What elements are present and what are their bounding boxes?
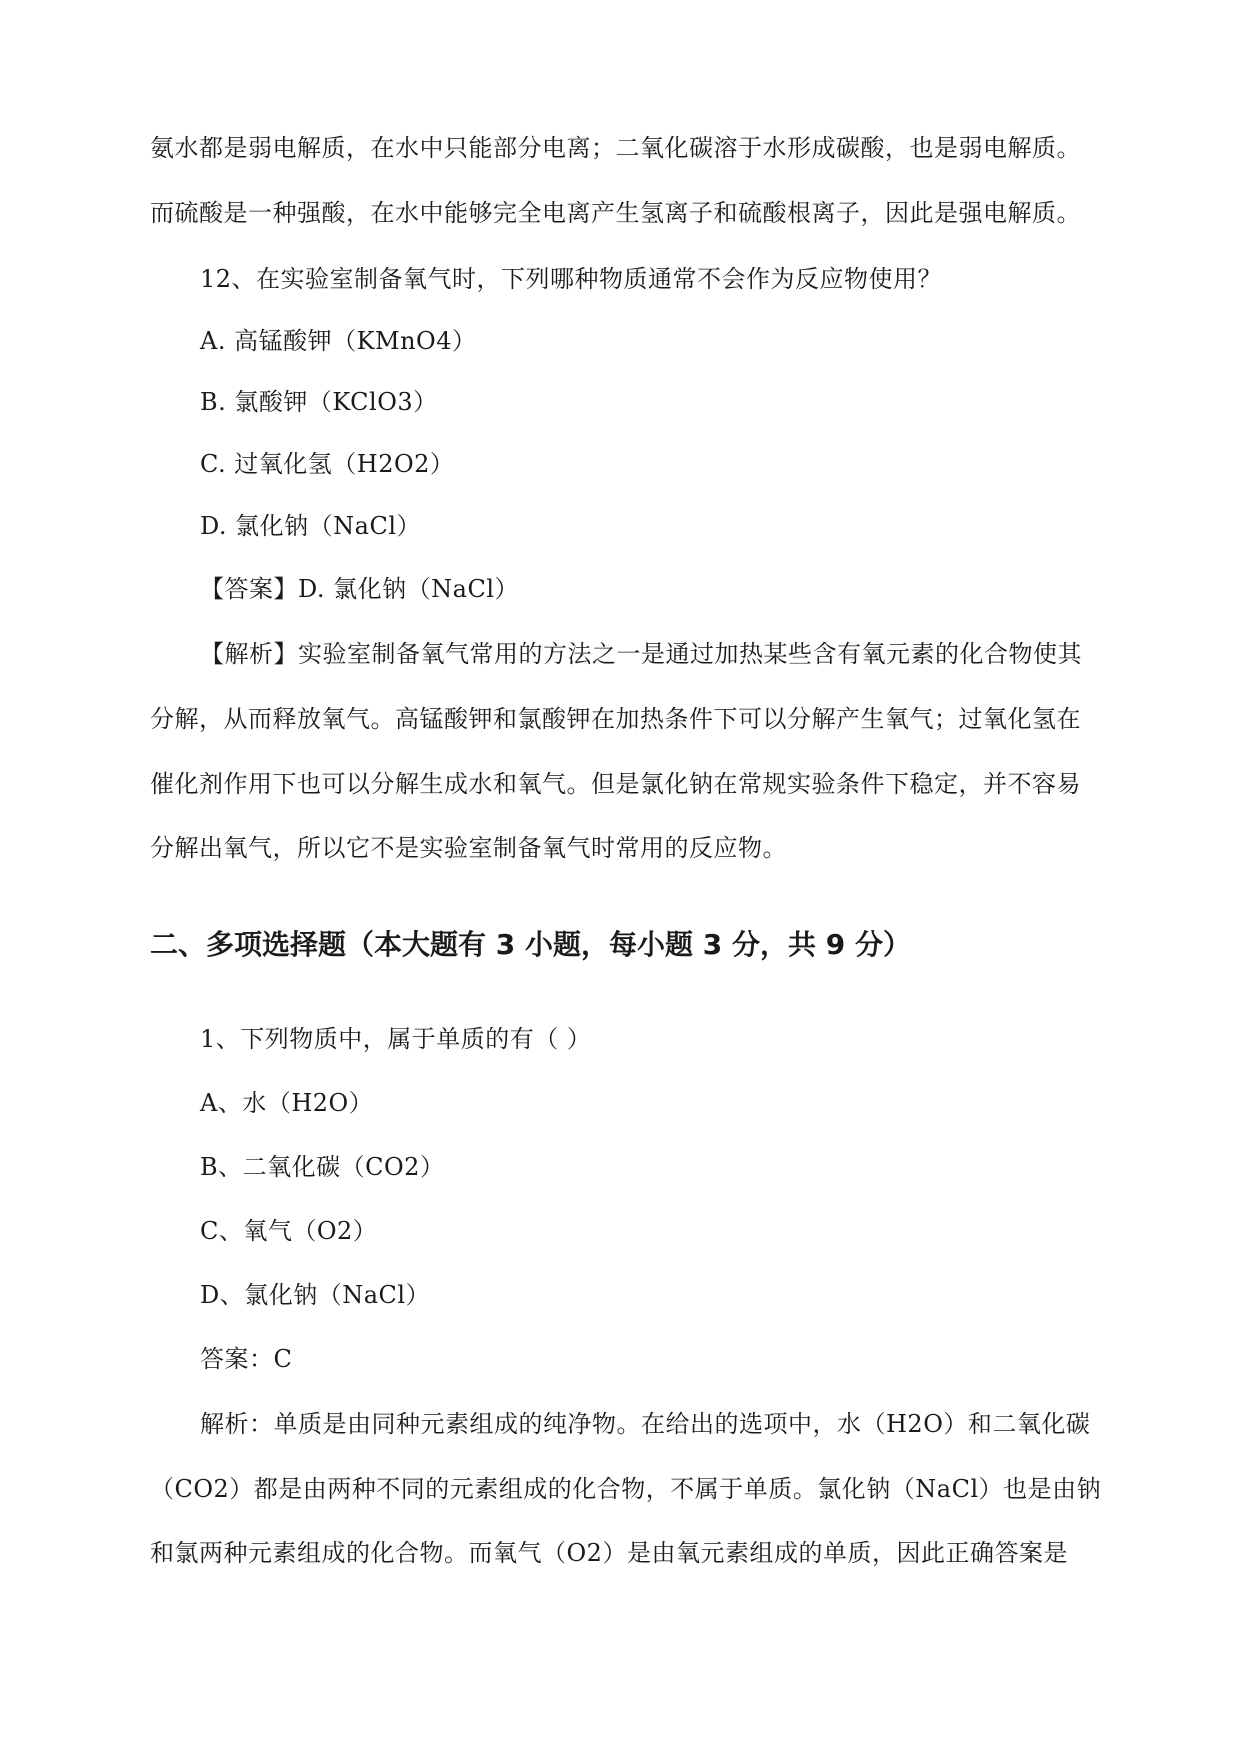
section-heading: 二、多项选择题（本大题有 3 小题，每小题 3 分，共 9 分） — [150, 928, 911, 961]
question-12-option-a: A. 高锰酸钾（KMnO4） — [200, 327, 477, 355]
multi-question-1-stem: 1、下列物质中，属于单质的有（ ） — [200, 1025, 592, 1053]
multi-question-1-option-c: C、氧气（O2） — [200, 1217, 378, 1245]
paragraph-line: 而硫酸是一种强酸，在水中能够完全电离产生氢离子和硫酸根离子，因此是强电解质。 — [150, 199, 1081, 227]
multi-question-1-option-d: D、氯化钠（NaCl） — [200, 1281, 431, 1309]
question-12-analysis-line: 催化剂作用下也可以分解生成水和氧气。但是氯化钠在常规实验条件下稳定，并不容易 — [150, 770, 1081, 798]
question-12-answer: 【答案】D. 氯化钠（NaCl） — [200, 575, 519, 603]
paragraph-line: 氨水都是弱电解质，在水中只能部分电离；二氧化碳溶于水形成碳酸，也是弱电解质。 — [150, 134, 1081, 162]
question-12-stem: 12、在实验室制备氧气时，下列哪种物质通常不会作为反应物使用？ — [200, 265, 943, 293]
multi-question-1-option-a: A、水（H2O） — [200, 1089, 374, 1117]
question-12-analysis-line: 分解出氧气，所以它不是实验室制备氧气时常用的反应物。 — [150, 834, 787, 862]
question-12-analysis-line: 【解析】实验室制备氧气常用的方法之一是通过加热某些含有氧元素的化合物使其 — [200, 640, 1082, 668]
question-12-option-d: D. 氯化钠（NaCl） — [200, 512, 421, 540]
multi-question-1-analysis-line: 和氯两种元素组成的化合物。而氧气（O2）是由氧元素组成的单质，因此正确答案是 — [150, 1539, 1068, 1567]
multi-question-1-option-b: B、二氧化碳（CO2） — [200, 1153, 445, 1181]
question-12-analysis-line: 分解，从而释放氧气。高锰酸钾和氯酸钾在加热条件下可以分解产生氧气；过氧化氢在 — [150, 705, 1081, 733]
question-12-option-b: B. 氯酸钾（KClO3） — [200, 388, 438, 416]
question-12-option-c: C. 过氧化氢（H2O2） — [200, 450, 455, 478]
multi-question-1-analysis-line: 解析：单质是由同种元素组成的纯净物。在给出的选项中，水（H2O）和二氧化碳 — [200, 1410, 1091, 1438]
multi-question-1-analysis-line: （CO2）都是由两种不同的元素组成的化合物，不属于单质。氯化钠（NaCl）也是由钠 — [150, 1475, 1102, 1503]
multi-question-1-answer: 答案：C — [200, 1345, 293, 1373]
